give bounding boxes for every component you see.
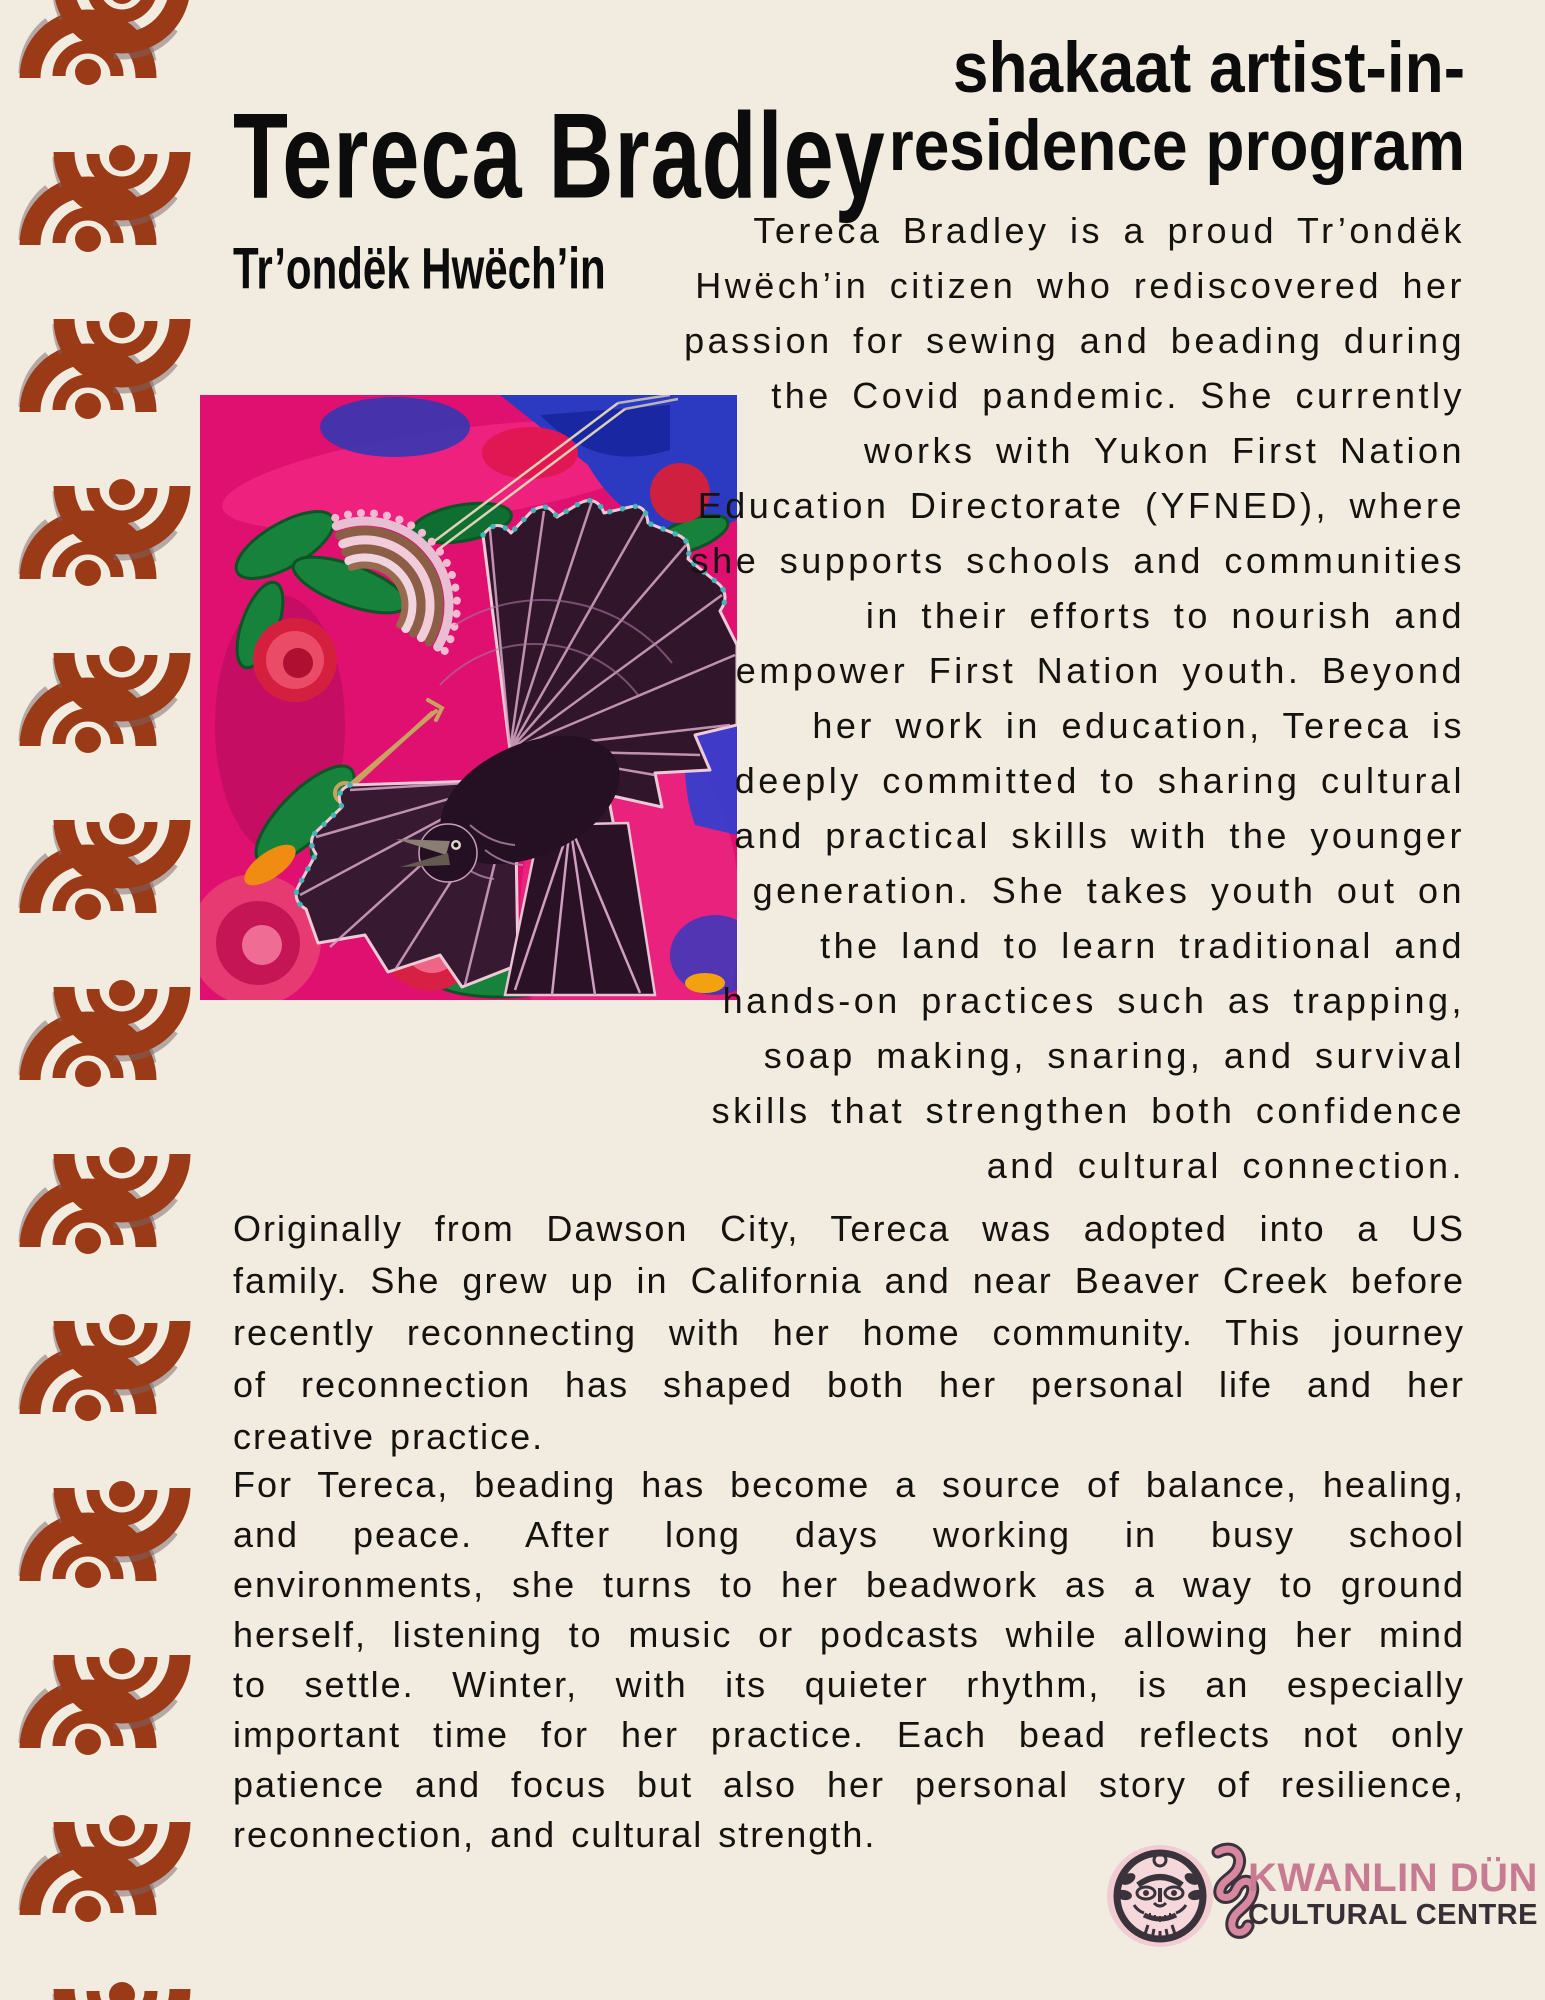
page-title: Tereca Bradley [233, 89, 886, 225]
text-line: to settle. Winter, with its quieter rhythm, is an especially [233, 1664, 1465, 1705]
text-line: reconnection, and cultural strength. [233, 1814, 877, 1855]
logo-name-text: KWANLIN DÜN [1248, 1856, 1538, 1900]
text-line: and practical skills with the younger [734, 815, 1465, 856]
text-line: generation. She takes youth out on [752, 870, 1465, 911]
text-line: Education Directorate (YFNED), where [697, 485, 1465, 526]
text-line: her work in education, Tereca is [812, 705, 1465, 746]
bio-paragraph-2 [233, 1203, 1465, 1463]
text-line: Originally from Dawson City, Tereca was adopted into a US [233, 1208, 1465, 1249]
text-line: the land to learn traditional and [820, 925, 1465, 966]
text-line: and cultural connection. [986, 1145, 1465, 1186]
text-line: passion for sewing and beading during [684, 320, 1465, 361]
text-line: empower First Nation youth. Beyond [735, 650, 1465, 691]
text-line: environments, she turns to her beadwork as a way to ground [233, 1564, 1465, 1605]
kwanlin-dun-logo-mark [1098, 1838, 1263, 1956]
left-border-pattern [0, 0, 195, 2000]
text-line: herself, listening to music or podcasts while allowing her mind [233, 1614, 1465, 1655]
program-heading [745, 28, 1465, 185]
bio-intro-paragraph [425, 203, 1465, 1193]
text-line: in their efforts to nourish and [865, 595, 1465, 636]
text-line: the Covid pandemic. She currently [771, 375, 1465, 416]
text-line: soap making, snaring, and survival [763, 1035, 1465, 1076]
text-line: Hwëch’in citizen who rediscovered her [695, 265, 1465, 306]
text-line: creative practice. [233, 1416, 545, 1457]
text-line: family. She grew up in California and near Beaver Creek before [233, 1260, 1465, 1301]
text-line: skills that strengthen both confidence [711, 1090, 1465, 1131]
text-line: For Tereca, beading has become a source of balance, healing, [233, 1464, 1465, 1505]
text-line: recently reconnecting with her home community. This journey [233, 1312, 1465, 1353]
text-line: and peace. After long days working in busy school [233, 1514, 1465, 1555]
logo-tagline-text: CULTURAL CENTRE [1248, 1899, 1538, 1931]
text-line: hands-on practices such as trapping, [722, 980, 1465, 1021]
bio-paragraph-3 [233, 1460, 1465, 1860]
text-line: important time for her practice. Each bead reflects not only [233, 1714, 1465, 1755]
text-line: of reconnection has shaped both her personal life and her [233, 1364, 1465, 1405]
text-line: patience and focus but also her personal story of resilience, [233, 1764, 1465, 1805]
moon-face-icon [1107, 1845, 1213, 1947]
text-line: works with Yukon First Nation [863, 430, 1465, 471]
text-line: she supports schools and communities [690, 540, 1465, 581]
text-line: Tereca Bradley is a proud Tr’ondëk [753, 210, 1465, 251]
text-line: deeply committed to sharing cultural [734, 760, 1465, 801]
text-line: shakaat artist-in- [952, 26, 1465, 108]
first-nation-subtitle: Tr’ondëk Hwëch’in [233, 235, 606, 301]
text-line: residence program [888, 105, 1465, 186]
